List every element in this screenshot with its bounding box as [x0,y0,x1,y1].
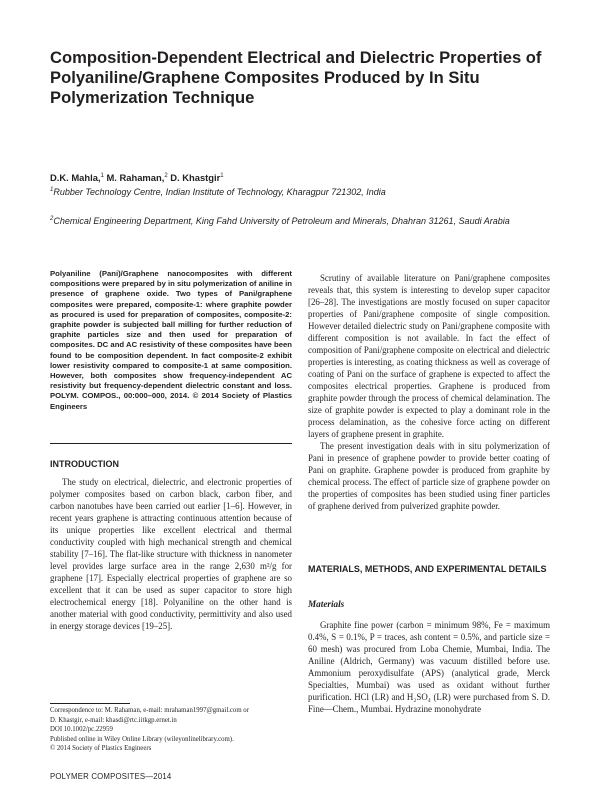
materials-subheading: Materials [308,599,345,609]
journal-footer: POLYMER COMPOSITES—2014 [50,772,172,781]
author-khastgir: D. Khastgir [170,172,221,183]
introduction-body [50,476,292,632]
materials-body [308,619,550,715]
author-khastgir-sup: 1 [220,172,224,179]
author-mahla-sup: 1 [100,172,104,179]
author-rahaman-sup: 2 [164,172,168,179]
footnotes [50,706,292,754]
affiliation-1-sup: 1 [50,187,54,193]
footnote-doi: DOI 10.1002/pc.22959 [50,726,113,734]
footnote-copyright: © 2014 Society of Plastics Engineers [50,745,152,753]
author-rahaman: M. Rahaman, [106,172,165,183]
footnote-correspondence: Correspondence to: M. Rahaman, e-mail: mrahaman1997@gmail.com or [50,707,249,714]
introduction-paragraph: The study on electrical, dielectric, and electronic properties of polymer composites based on carbon black, carbon fiber, and carbon nanotubes have been carried out earlier [1–6]. However, in recent years graphene is attracting continuous attention because of its unique properties like excellent electrical and thermal conductivity coupled with high mechanical strength and chemical stability [7–16]. The flat-like structure with thickness in nanometer level provides large surface area in the range 2,630 m²/g for graphene [17]. Especially electrical properties of graphene are so excellent that it can be used as super capacitor to store high electrochemical energy [18]. Polyaniline on the other hand is another material with good conductivity, permittivity and also used in energy storage devices [19–25]. [50,477,292,631]
footnote-divider [50,703,130,704]
affiliation-1-text: Rubber Technology Centre, Indian Institute of Technology, Kharagpur 721302, India [53,187,386,197]
right-column-body [308,272,550,512]
author-mahla: D.K. Mahla, [50,172,101,183]
right-paragraph-2: The present investigation deals with in situ polymerization of Pani in presence of graphene powder to provide better coating of Pani on graphite. Graphene powder is produced from graphite by chemical process. The effect of particle size of graphene powder on the properties of composites has been studied using finer particles of graphene derived from pulverized graphite powder. [308,441,550,511]
introduction-heading: INTRODUCTION [50,459,119,469]
footnote-email: D. Khastgir, e-mail: khasdi@rtc.iitkgp.ernet.in [50,716,177,724]
right-paragraph-1: Scrutiny of available literature on Pani/graphene composites reveals that, this system is interesting to develop super capacitor [26–28]. The investigations are mostly focused on super capacitor properties of Pani/graphene composite of single composition. However detailed dielectric study on Pani/graphene composite with different composition is not available. In fact the effect of composition of Pani/graphene composite on electrical and dielectric properties is interesting, as coating thickness as well as coverage of coating of Pani on the surface of graphene is expected to affect the composites electrical properties. Graphene is produced from graphite powder through the process of chemical delamination. The size of graphite powder is expected to play a dominant role in the process delamination, as the cohesive force acting on different layers of graphene present in graphite. [308,273,550,439]
affiliation-2 [50,215,520,227]
abstract-divider [50,443,292,444]
affiliation-2-sup: 2 [50,216,54,222]
affiliation-1 [50,186,550,198]
methods-heading: MATERIALS, METHODS, AND EXPERIMENTAL DETAILS [308,564,547,574]
affiliation-2-text: Chemical Engineering Department, King Fahd University of Petroleum and Minerals, Dhahran 31261, Saudi Arabia [53,216,510,226]
materials-paragraph: Graphite fine power (carbon = minimum 98%, Fe = maximum 0.4%, S = 0.1%, P = traces, ash content = 0.5%, and particle size = 60 mesh) was procured from Loba Chemie, Mumbai, India. The Aniline (Aldrich, Germany) was vacuum distilled before use. Ammonium peroxydisulfate (APS) (analytical grade, Merck Specialties, Mumbai) was used as oxidant without further purification. HCl (LR) and H₂SO₄ (LR) were purchased from S. D. Fine—Chem., Mumbai. Hydrazine monohydrate [308,620,550,714]
paper-title: Composition-Dependent Electrical and Dielectric Properties of Polyaniline/Graphene Composites Produced by In Situ Polymerization Technique [50,48,542,107]
abstract: Polyaniline (Pani)/Graphene nanocomposites with different compositions were prepared by in situ polymerization of aniline in presence of graphene oxide. Two types of Pani/graphene composites were prepared, composite-1: where graphite powder as procured is used for preparation of composites, composite-2: graphite powder is subjected ball milling for further reduction of graphite particles size and then used for preparation of composites. DC and AC resistivity of these composites have been found to be composition dependent. In fact composite-2 exhibit lower resistivity compared to composite-1 at same composition. However, both composites show frequency-independent AC resistivity but frequency-dependent dielectric constant and loss. POLYM. COMPOS., 00:000–000, 2014. © 2014 Society of Plastics Engineers [50,269,292,411]
author-list [50,172,550,184]
footnote-published: Published online in Wiley Online Library (wileyonlinelibrary.com). [50,735,234,743]
